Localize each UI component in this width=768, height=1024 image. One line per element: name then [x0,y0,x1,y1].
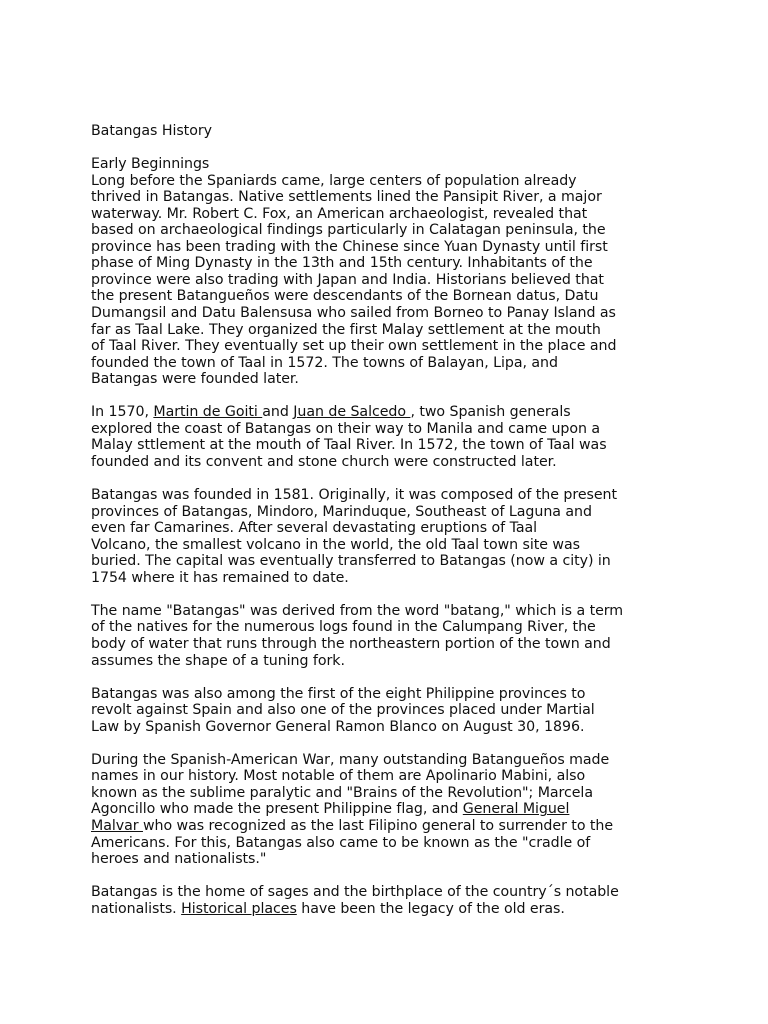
link-martin-de-goiti[interactable]: Martin de Goiti [153,404,263,421]
paragraph-text: Long before the Spaniards came, large centers of population already thrived in Batangas. Native settlements lined the Pansipit River, a major waterway. Mr. Robert C. Fox, an American archaeologist, revealed that based on archaeological findings particularly in Calatagan peninsula, the province has been trading with the Chinese since Yuan Dynasty until first phase of Ming Dynasty in the 13th and 15th century. Inhabitants of the province were also trading with Japan and India. Historians believed that the present Batangueños were descendants of the Bornean datus, Datu Dumangsil and Datu Balensusa who sailed from Borneo to Panay Island as far as Taal Lake. They organized the first Malay settlement at the mouth of Taal River. They eventually set up their own settlement in the place and founded the town of Taal in 1572. The towns of Balayan, Lipa, and Batangas were founded later. [91,172,617,388]
link-juan-de-salcedo[interactable]: Juan de Salcedo [293,404,411,421]
paragraph-text: Batangas is the home of sages and the birthplace of the country´s notable nationalists. [91,884,619,917]
paragraph-early-beginnings [91,156,731,388]
paragraph-text: , two Spanish generals explored the coast of Batangas on their way to Manila and came upon a Malay sttlement at the mouth of Taal River. In 1572, the town of Taal was founded and its convent and stone church were constructed later. [91,404,607,470]
paragraph-text: who was recognized as the last Filipino general to surrender to the Americans. For this, Batangas also came to be known as the "cradle of heroes and nationalists." [91,817,614,868]
paragraph-text: and [262,404,294,421]
section-heading: Early Beginnings [91,156,210,173]
link-general-miguel-malvar[interactable]: General Miguel Malvar [91,801,570,834]
document-title: Batangas History [91,123,212,139]
paragraph-text: In 1570, [91,404,154,421]
paragraph-text: have been the legacy of the old eras. [296,900,565,917]
link-historical-places[interactable]: Historical places [181,900,297,917]
paragraph-text: During the Spanish-American War, many outstanding Batangueños made names in our history. Most notable of them are Apolinario Mabini, also known as the sublime paralytic and "Brains of the Revolution"; Marcela Agoncillo who made the present Philippine flag, and [91,751,610,818]
paragraph-name-origin: The name "Batangas" was derived from the word "batang," which is a term of the natives for the numerous logs found in the Calumpang River, the body of water that runs through the northeastern portion of the town and assumes the shape of a tuning fork. [91,602,624,669]
document-page [91,123,731,934]
paragraph-spanish-american-war [91,752,731,868]
paragraph-revolt: Batangas was also among the first of the eight Philippine provinces to revolt against Spain and also one of the provinces placed under Martial Law by Spanish Governor General Ramon Blanco on August 30, 1896. [91,685,595,735]
paragraph-sages [91,884,731,917]
paragraph-founding: Batangas was founded in 1581. Originally, it was composed of the present provinces of Batangas, Mindoro, Marinduque, Southeast of Laguna and even far Camarines. After several devastating eruptions of Taal Volcano, the smallest volcano in the world, the old Taal town site was buried. The capital was eventually transferred to Batangas (now a city) in 1754 where it has remained to date. [91,487,617,586]
paragraph-spanish-generals [91,404,731,470]
